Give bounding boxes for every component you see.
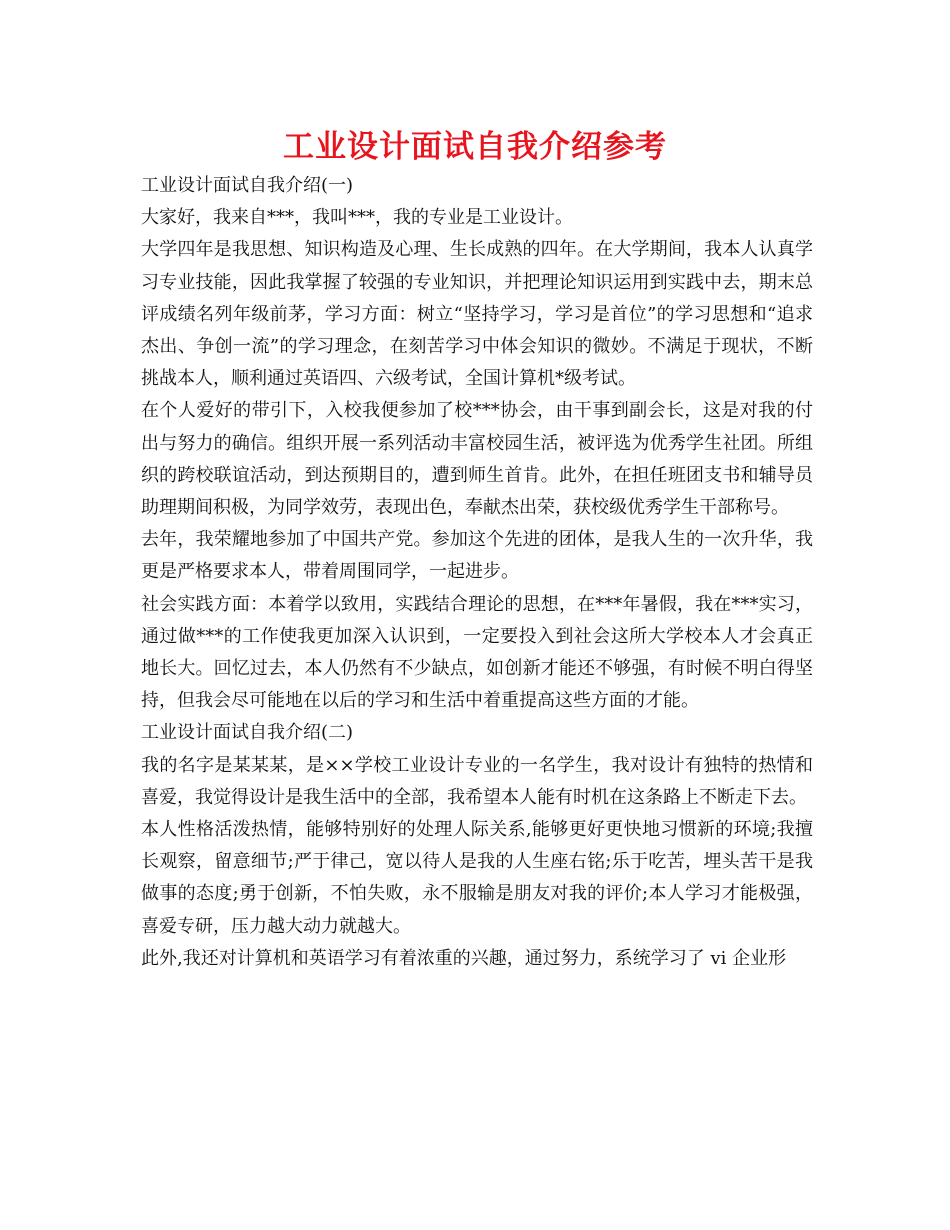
paragraph: 本人性格活泼热情，能够特别好的处理人际关系,能够更好更快地习惯新的环境;我擅长观察，留意细节;严于律己，宽以待人是我的人生座右铭;乐于吃苦，埋头苦干是我做事的态度;勇于创新，不怕失败，永不服输是朋友对我的评价;本人学习才能极强，喜爱专研，压力越大动力就越大。 [141,819,813,937]
paragraph: 我的名字是某某某，是××学校工业设计专业的一名学生，我对设计有独特的热情和喜爱，我觉得设计是我生活中的全部，我希望本人能有时机在这条路上不断走下去。 [141,754,813,808]
section-heading-1: 工业设计面试自我介绍(一) [141,175,354,196]
document-title: 工业设计面试自我介绍参考 [283,129,667,165]
paragraph: 去年，我荣耀地参加了中国共产党。参加这个先进的团体，是我人生的一次升华，我更是严格要求本人，带着周围同学，一起进步。 [141,529,813,583]
paragraph: 社会实践方面：本着学以致用，实践结合理论的思想，在***年暑假，我在***实习，通过做***的工作使我更加深入认识到，一定要投入到社会这所大学校本人才会真正地长大。回忆过去，本人仍然有不少缺点，如创新才能还不够强，有时候不明白得坚持，但我会尽可能地在以后的学习和生活中着重提高这些方面的才能。 [141,593,813,712]
paragraph: 在个人爱好的带引下，入校我便参加了校***协会，由干事到副会长，这是对我的付出与努力的确信。组织开展一系列活动丰富校园生活，被评选为优秀学生社团。所组织的跨校联谊活动，到达预期目的，遭到师生首肯。此外，在担任班团支书和辅导员助理期间积极，为同学效劳，表现出色，奉献杰出荣，获校级优秀学生干部称号。 [141,400,813,519]
paragraph: 此外,我还对计算机和英语学习有着浓重的兴趣，通过努力，系统学习了 vi 企业形 [141,947,787,969]
section-heading-2: 工业设计面试自我介绍(二) [141,722,354,744]
document-body [141,170,813,975]
paragraph: 大家好，我来自***，我叫***，我的专业是工业设计。 [141,207,573,229]
paragraph: 大学四年是我思想、知识构造及心理、生长成熟的四年。在大学期间，我本人认真学习专业技能，因此我掌握了较强的专业知识，并把理论知识运用到实践中去，期末总评成绩名列年级前茅，学习方面：树立“坚持学习，学习是首位”的学习思想和“追求杰出、争创一流”的学习理念，在刻苦学习中体会知识的微妙。不满足于现状，不断挑战本人，顺利通过英语四、六级考试，全国计算机*级考试。 [141,239,813,390]
